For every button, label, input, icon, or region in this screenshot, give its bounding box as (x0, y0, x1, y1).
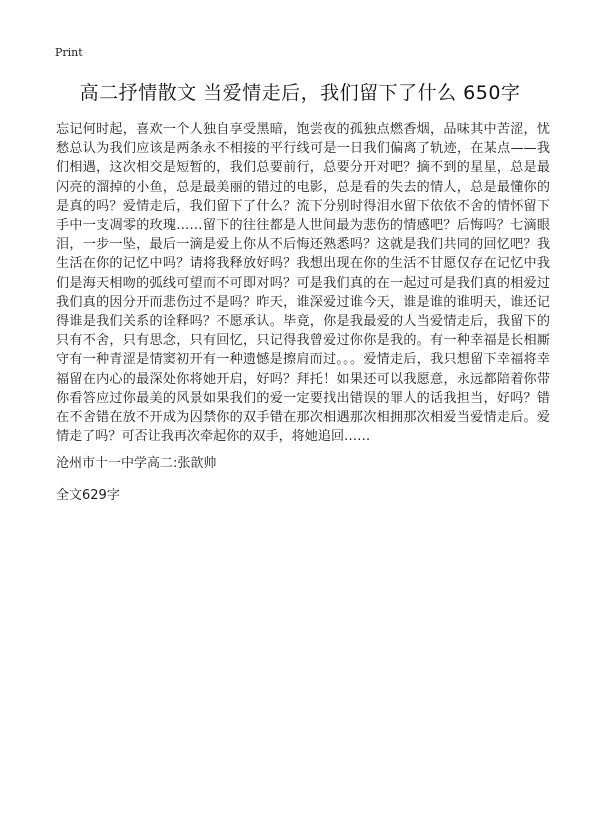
print-link[interactable]: Print (55, 46, 83, 59)
author-line: 沧州市十一中学高二:张歆帅 (56, 456, 217, 471)
article-body: 忘记何时起，喜欢一个人独自享受黑暗，饱尝夜的孤独点燃香烟，品味其中苦涩，忧愁总认为我们应该是两条永不相接的平行线可是一日我们偏离了轨迹，在某点——我们相遇，这次相交是短暂的，我们总要前行，总要分开对吧？摘不到的星星，总是最闪亮的溜掉的小鱼，总是最美丽的错过的电影，总是看的失去的情人，总是最懂你的是真的吗？爱情走后，我们留下了什么？流下分别时得泪水留下依依不舍的情怀留下手中一支凋零的玫瑰……留下的往往都是人世间最为悲伤的情感吧？后悔吗？七滴眼泪，一步一坠，最后一滴是爱上你从不后悔还熟悉吗？这就是我们共同的回忆吧？我生活在你的记忆中吗？请将我释放好吗？我想出现在你的生活不甘愿仅存在记忆中我们是海天相吻的弧线可望而不可即对吗？可是我们真的在一起过可是我们真的相爱过我们真的因分开而悲伤过不是吗？昨天，谁深爱过谁今天，谁是谁的谁明天，谁还记得谁是我们关系的诠释吗？不愿承认。毕竟，你是我最爱的人当爱情走后，我留下的只有不舍，只有思念，只有回忆，只记得我曾爱过你你是我的。有一种幸福是长相厮守有一种青涩是情窦初开有一种遗憾是擦肩而过。。。爱情走后，我只想留下幸福将幸福留在内心的最深处你将她开启，好吗？拜托！如果还可以我愿意，永远都陪着你带你看答应过你最美的风景如果我们的爱一定要找出错误的罪人的话我担当，好吗？错在不舍错在放不开成为囚禁你的双手错在那次相遇那次相拥那次相爱当爱情走后。爱情走了吗？可否让我再次牵起你的双手，将她追回…… (56, 122, 550, 445)
article-title: 高二抒情散文 当爱情走后，我们留下了什么 650字 (79, 82, 521, 104)
word-count: 全文629字 (56, 488, 120, 503)
